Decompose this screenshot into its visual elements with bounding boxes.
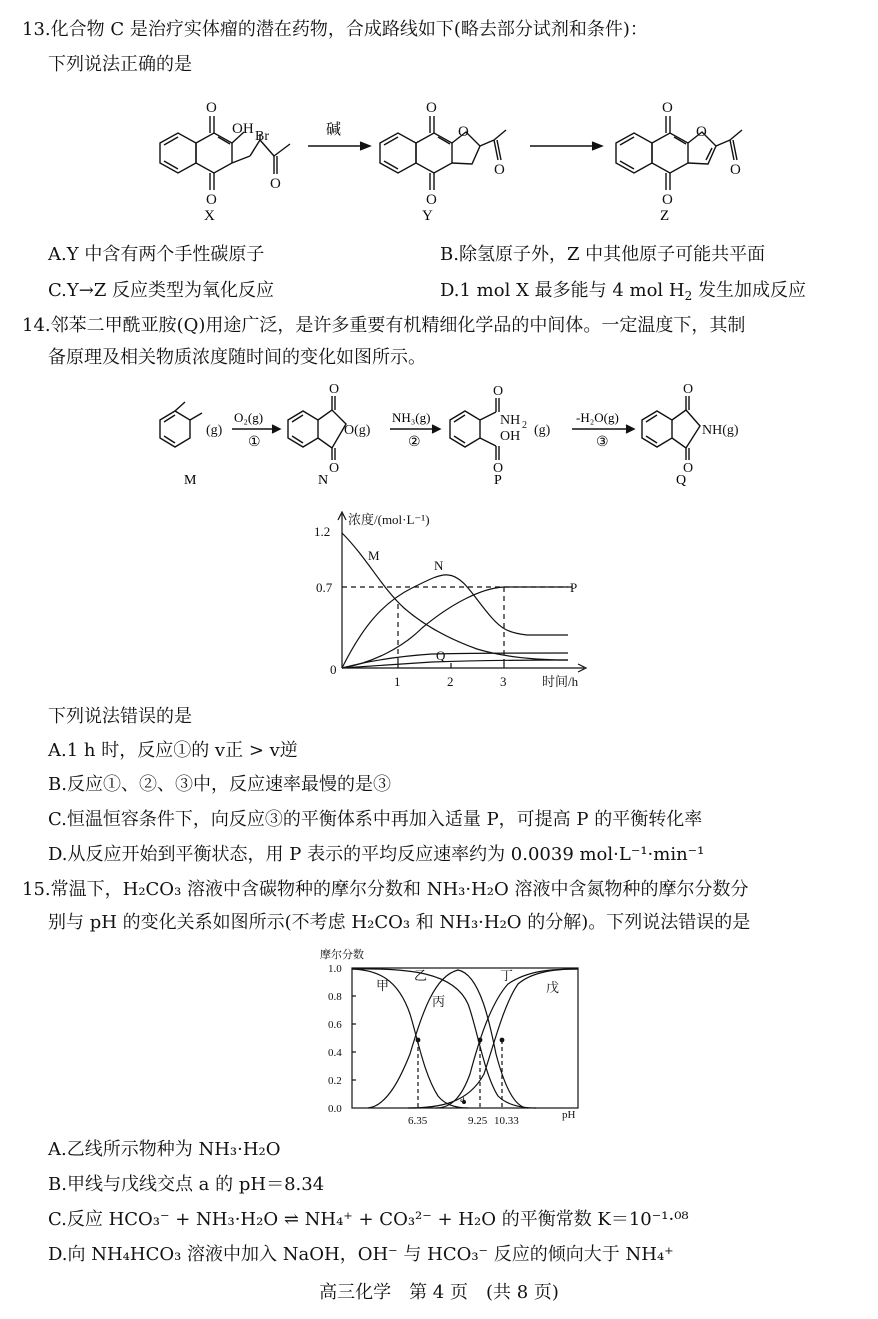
q15-stem-1: 15.常温下，H₂CO₃ 溶液中含碳物种的摩尔分数和 NH₃·H₂O 溶液中含氮物种的摩尔分数分 [22, 879, 749, 900]
chart2-ytick-0-4: 0.4 [328, 1047, 342, 1059]
chart2-ylabel: 摩尔分数 [320, 949, 364, 961]
scheme-reagent-2: NH₃(g) [392, 410, 431, 425]
chart2-ytick-1-0: 1.0 [328, 963, 342, 975]
chart2-label-jia: 甲 [376, 978, 390, 993]
chart2-label-bing: 丙 [432, 994, 446, 1009]
chart2-xtick-9-25: 9.25 [468, 1115, 488, 1127]
q13-option-d-pre: D.1 mol X 最多能与 4 mol H [440, 280, 685, 301]
svg-text:O(g): O(g) [344, 423, 371, 438]
chart2-ytick-0-0: 0.0 [328, 1103, 342, 1115]
svg-text:2: 2 [522, 420, 527, 431]
chart1-label-q: Q [436, 648, 446, 663]
svg-text:O: O [206, 100, 217, 116]
scheme-label-p: P [494, 473, 502, 488]
svg-text:O: O [329, 382, 340, 397]
svg-text:O: O [206, 192, 217, 208]
scheme-label-n: N [318, 473, 329, 488]
chart1-xtick-2: 2 [447, 674, 454, 689]
q14-scheme [150, 380, 770, 495]
q13-option-d-sub: 2 [684, 289, 693, 303]
svg-text:O: O [683, 461, 694, 476]
chart1-label-m: M [368, 548, 380, 563]
curve-jia [352, 969, 468, 1108]
chart1-xlabel: 时间/h [542, 674, 579, 689]
chart1-ytick-1-2: 1.2 [314, 524, 331, 539]
q14-option-d[interactable]: D.从反应开始到平衡状态，用 P 表示的平均反应速率约为 0.0039 mol·L⁻¹·min⁻¹ [48, 844, 705, 865]
svg-text:O: O [662, 192, 673, 208]
q14-prompt: 下列说法错误的是 [48, 706, 192, 727]
svg-text:O: O [458, 124, 469, 140]
scheme-label-q: Q [676, 473, 687, 488]
chart2-xtick-10-33: 10.33 [494, 1115, 519, 1127]
page-footer: 高三化学 第 4 页 (共 8 页) [319, 1282, 559, 1303]
q15-option-b[interactable]: B.甲线与戊线交点 a 的 pH＝8.34 [48, 1174, 325, 1195]
svg-text:O: O [493, 384, 504, 399]
chart1-label-p: P [570, 580, 578, 595]
concentration-chart [312, 508, 602, 690]
q13-option-c[interactable]: C.Y→Z 反应类型为氧化反应 [48, 280, 275, 301]
svg-text:O: O [426, 100, 437, 116]
q14-option-c[interactable]: C.恒温恒容条件下，向反应③的平衡体系中再加入适量 P，可提高 P 的平衡转化率 [48, 809, 703, 830]
q15-stem-2: 别与 pH 的变化关系如图所示(不考虑 H₂CO₃ 和 NH₃·H₂O 的分解)。下列说法错误的是 [48, 912, 751, 933]
q14-stem-2: 备原理及相关物质浓度随时间的变化如图所示。 [48, 347, 426, 368]
svg-text:O: O [696, 124, 707, 140]
chart2-ytick-0-6: 0.6 [328, 1019, 342, 1031]
chart1-xtick-1: 1 [394, 674, 401, 689]
q13-option-d[interactable] [440, 279, 806, 308]
chart1-ylabel: 浓度/(mol·L⁻¹) [348, 512, 430, 527]
svg-text:(g): (g) [534, 423, 551, 438]
chart2-xlabel: pH [562, 1109, 576, 1121]
q15-option-a[interactable]: A.乙线所示物种为 NH₃·H₂O [48, 1139, 281, 1160]
q13-scheme [140, 88, 780, 228]
chart2-label-wu: 戊 [546, 980, 560, 995]
chart1-ytick-0: 0 [330, 662, 337, 677]
q13-option-d-post: 发生加成反应 [692, 280, 806, 301]
scheme-step-3: ③ [596, 435, 609, 450]
q15-option-d[interactable]: D.向 NH₄HCO₃ 溶液中加入 NaOH，OH⁻ 与 HCO₃⁻ 反应的倾向大于 NH₄⁺ [48, 1244, 674, 1265]
chart2-label-ding: 丁 [500, 968, 514, 983]
svg-text:NH: NH [500, 413, 521, 428]
label-y: Y [422, 208, 433, 224]
chart2-ytick-0-8: 0.8 [328, 991, 342, 1003]
q13-option-b[interactable]: B.除氢原子外，Z 中其他原子可能共平面 [440, 244, 766, 265]
scheme-reagent-3: -H₂O(g) [576, 410, 619, 425]
curve-p [342, 587, 568, 668]
chart2-xtick-6-35: 6.35 [408, 1115, 428, 1127]
chart1-xtick-3: 3 [500, 674, 507, 689]
chart2-label-yi: 乙 [414, 968, 428, 983]
label-z: Z [660, 208, 670, 224]
molecule-z [616, 116, 742, 190]
svg-text:OH: OH [500, 429, 521, 444]
scheme-step-1: ① [248, 435, 261, 450]
q14-option-a[interactable]: A.1 h 时，反应①的 v正 > v逆 [48, 740, 298, 761]
svg-text:O: O [683, 382, 694, 397]
svg-text:O: O [426, 192, 437, 208]
chart1-ytick-0-7: 0.7 [316, 580, 333, 595]
scheme-reagent-1: O₂(g) [234, 410, 264, 425]
q13-option-a[interactable]: A.Y 中含有两个手性碳原子 [48, 244, 265, 265]
svg-text:O: O [730, 162, 741, 178]
svg-text:Br: Br [255, 129, 269, 144]
mole-fraction-chart [318, 944, 586, 1130]
scheme-step-2: ② [408, 435, 421, 450]
chart2-point-a: a [460, 1093, 465, 1105]
q13-stem: 13.化合物 C 是治疗实体瘤的潜在药物，合成路线如下(略去部分试剂和条件)： [22, 19, 648, 40]
svg-text:O: O [329, 461, 340, 476]
scheme-label-m: M [184, 473, 197, 488]
q15-option-c[interactable]: C.反应 HCO₃⁻ + NH₃·H₂O ⇌ NH₄⁺ + CO₃²⁻ + H₂O 的平衡常数 K＝10⁻¹·⁰⁸ [48, 1209, 689, 1230]
svg-text:O: O [662, 100, 673, 116]
chart1-label-n: N [434, 558, 444, 573]
q13-reagent: 碱 [326, 122, 342, 138]
label-x: X [204, 208, 215, 224]
svg-text:O: O [493, 461, 504, 476]
svg-text:O: O [270, 176, 281, 192]
svg-text:O: O [494, 162, 505, 178]
svg-text:OH: OH [232, 121, 254, 137]
molecule-y [380, 116, 506, 190]
svg-text:(g): (g) [206, 423, 223, 438]
curve-q2 [342, 660, 568, 668]
chart2-ytick-0-2: 0.2 [328, 1075, 342, 1087]
svg-text:NH(g): NH(g) [702, 423, 739, 438]
q13-prompt: 下列说法正确的是 [48, 54, 192, 75]
q14-option-b[interactable]: B.反应①、②、③中，反应速率最慢的是③ [48, 774, 391, 795]
q14-stem-1: 14.邻苯二甲酰亚胺(Q)用途广泛，是许多重要有机精细化学品的中间体。一定温度下，其制 [22, 315, 746, 336]
